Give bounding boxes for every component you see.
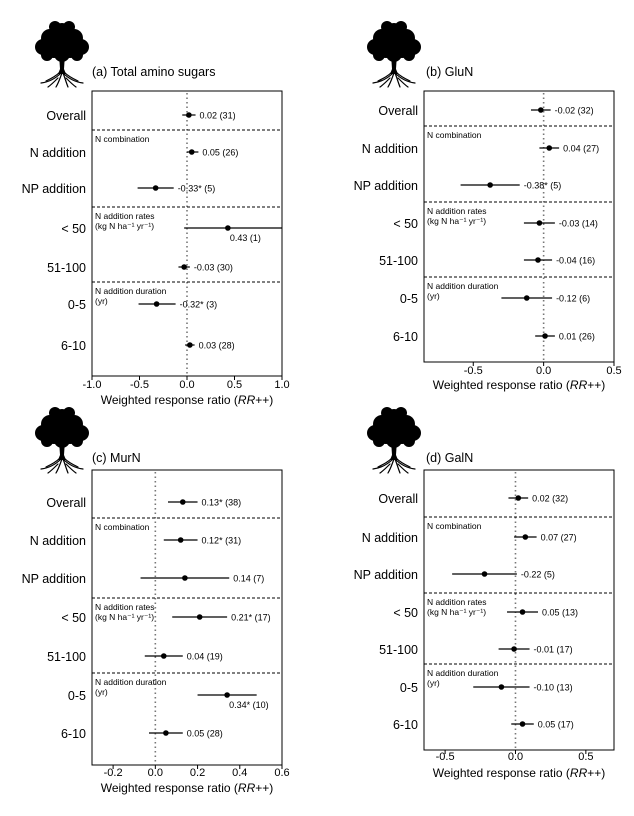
mean-point xyxy=(538,107,544,113)
value-label: 0.04 (19) xyxy=(186,651,223,662)
mean-point xyxy=(224,692,230,698)
tree-icon xyxy=(35,407,89,473)
tree-icon xyxy=(35,21,89,87)
category-label: 0-5 xyxy=(67,689,86,703)
category-label: N addition xyxy=(29,534,86,548)
category-label: N addition xyxy=(29,146,86,160)
panel-title: (d) GalN xyxy=(426,451,474,465)
group-title: N addition rates xyxy=(427,597,487,607)
mean-point xyxy=(161,653,167,659)
value-label: 0.03 (28) xyxy=(198,340,235,351)
mean-point xyxy=(482,571,488,577)
group-unit: (kg N ha⁻¹ yr⁻¹) xyxy=(95,612,155,622)
x-axis-label-italic: RR xyxy=(569,766,588,780)
panel-title: (a) Total amino sugars xyxy=(92,65,216,79)
mean-point xyxy=(189,149,195,155)
x-axis-label-tail: ++) xyxy=(587,766,606,780)
x-axis-label-text: Weighted response ratio ( xyxy=(432,766,570,780)
category-label: Overall xyxy=(378,492,418,506)
x-axis-label xyxy=(101,781,274,795)
category-label: 6-10 xyxy=(392,330,418,344)
category-label: NP addition xyxy=(21,182,86,196)
value-label: -0.38* (5) xyxy=(523,180,562,191)
group-title: N addition rates xyxy=(95,211,155,221)
category-label: < 50 xyxy=(61,222,86,236)
value-label: -0.01 (17) xyxy=(533,644,573,655)
mean-point xyxy=(520,721,526,727)
value-label: 0.21* (17) xyxy=(231,612,271,623)
category-label: NP addition xyxy=(353,568,418,582)
mean-point xyxy=(537,220,543,226)
mean-point xyxy=(546,145,552,151)
value-label: -0.10 (13) xyxy=(533,682,573,693)
group-title: N addition duration xyxy=(95,286,167,296)
category-label: 51-100 xyxy=(379,643,418,657)
x-axis-label xyxy=(433,766,606,780)
group-title: N addition duration xyxy=(427,281,499,291)
x-tick-label: 0.2 xyxy=(189,767,206,779)
value-label: -0.03 (14) xyxy=(558,218,598,229)
category-label: 6-10 xyxy=(60,339,86,353)
x-axis-label-tail: ++) xyxy=(587,378,606,392)
category-label: 6-10 xyxy=(392,718,418,732)
value-label: -0.12 (6) xyxy=(556,293,591,304)
panel-4 xyxy=(354,407,614,780)
x-axis-label xyxy=(101,393,274,407)
value-label: 0.04 (27) xyxy=(563,143,600,154)
panel-title: (c) MurN xyxy=(92,451,141,465)
group-title: N addition duration xyxy=(427,668,499,678)
x-tick-label: -0.5 xyxy=(463,365,483,377)
value-label: 0.05 (13) xyxy=(542,607,579,618)
x-axis-label xyxy=(433,378,606,392)
value-label: -0.02 (32) xyxy=(554,105,594,116)
tree-icon xyxy=(367,407,421,473)
mean-point xyxy=(182,575,188,581)
group-unit: (kg N ha⁻¹ yr⁻¹) xyxy=(427,607,487,617)
x-axis-label-italic: RR xyxy=(237,393,256,407)
group-title: N combination xyxy=(427,130,482,140)
mean-point xyxy=(180,499,186,505)
category-label: NP addition xyxy=(21,572,86,586)
category-label: < 50 xyxy=(61,611,86,625)
value-label: -0.04 (16) xyxy=(556,255,596,266)
group-unit: (yr) xyxy=(427,291,440,301)
panel-title: (b) GluN xyxy=(426,65,474,79)
value-label: 0.02 (32) xyxy=(532,493,569,504)
x-tick-label: -0.2 xyxy=(103,767,123,779)
value-label: -0.22 (5) xyxy=(520,569,555,580)
x-tick-label: 0.5 xyxy=(226,379,243,391)
value-label: 0.07 (27) xyxy=(540,532,577,543)
value-label: 0.14 (7) xyxy=(233,573,265,584)
value-label: 0.13* (38) xyxy=(201,497,242,508)
value-label: 0.05 (26) xyxy=(202,147,239,158)
value-label: 0.43 (1) xyxy=(229,233,261,243)
mean-point xyxy=(535,257,541,263)
mean-point xyxy=(515,495,521,501)
x-tick-label: 0.5 xyxy=(606,365,622,377)
mean-point xyxy=(186,112,192,118)
x-axis-label-italic: RR xyxy=(237,781,256,795)
category-label: 0-5 xyxy=(399,292,418,306)
group-unit: (kg N ha⁻¹ yr⁻¹) xyxy=(95,221,155,231)
category-label: 0-5 xyxy=(67,298,86,312)
group-unit: (yr) xyxy=(95,296,108,306)
x-axis-label-italic: RR xyxy=(569,378,588,392)
mean-point xyxy=(520,609,526,615)
category-label: 6-10 xyxy=(60,727,86,741)
category-label: N addition xyxy=(361,142,418,156)
mean-point xyxy=(163,730,169,736)
category-label: 51-100 xyxy=(47,650,86,664)
mean-point xyxy=(153,185,159,191)
value-label: -0.03 (30) xyxy=(193,262,233,273)
mean-point xyxy=(511,646,517,652)
mean-point xyxy=(187,342,193,348)
value-label: 0.01 (26) xyxy=(558,331,595,342)
panel-2 xyxy=(354,21,622,392)
x-axis-label-text: Weighted response ratio ( xyxy=(100,393,238,407)
group-unit: (kg N ha⁻¹ yr⁻¹) xyxy=(427,216,487,226)
x-tick-label: 0.0 xyxy=(535,365,552,377)
category-label: N addition xyxy=(361,531,418,545)
mean-point xyxy=(524,295,530,301)
panel-1 xyxy=(22,21,290,407)
x-tick-label: -1.0 xyxy=(82,379,102,391)
category-label: 0-5 xyxy=(399,681,418,695)
x-tick-label: 1.0 xyxy=(274,379,290,391)
category-label: < 50 xyxy=(393,217,418,231)
mean-point xyxy=(523,534,529,540)
x-tick-label: 0.0 xyxy=(179,379,195,391)
category-label: 51-100 xyxy=(379,254,418,268)
category-label: Overall xyxy=(46,496,86,510)
panel-3 xyxy=(22,407,290,795)
group-title: N addition rates xyxy=(427,206,487,216)
x-tick-label: 0.5 xyxy=(578,751,594,763)
mean-point xyxy=(499,684,505,690)
tree-icon xyxy=(367,21,421,87)
group-title: N combination xyxy=(427,521,482,531)
group-title: N combination xyxy=(95,522,150,532)
group-title: N addition duration xyxy=(95,677,167,687)
x-tick-label: -0.5 xyxy=(435,751,455,763)
x-axis-label-text: Weighted response ratio ( xyxy=(100,781,238,795)
x-tick-label: 0.0 xyxy=(507,751,524,763)
mean-point xyxy=(154,301,160,307)
group-title: N combination xyxy=(95,134,150,144)
value-label: -0.32* (3) xyxy=(179,299,218,310)
value-label: 0.12* (31) xyxy=(201,535,242,546)
category-label: Overall xyxy=(46,109,86,123)
mean-point xyxy=(225,225,231,231)
x-tick-label: 0.0 xyxy=(147,767,163,779)
x-tick-label: -0.5 xyxy=(130,379,149,391)
value-label: 0.02 (31) xyxy=(199,110,236,121)
mean-point xyxy=(487,182,493,188)
group-unit: (yr) xyxy=(95,687,108,697)
x-tick-label: 0.4 xyxy=(232,767,248,779)
mean-point xyxy=(542,333,548,339)
group-title: N addition rates xyxy=(95,602,155,612)
value-label: 0.05 (17) xyxy=(537,719,574,730)
value-label: 0.05 (28) xyxy=(186,728,223,739)
x-axis-label-text: Weighted response ratio ( xyxy=(432,378,570,392)
category-label: 51-100 xyxy=(47,261,86,275)
category-label: Overall xyxy=(378,104,418,118)
category-label: NP addition xyxy=(353,179,418,193)
mean-point xyxy=(197,614,203,620)
x-axis-label-tail: ++) xyxy=(255,781,274,795)
x-axis-label-tail: ++) xyxy=(255,393,274,407)
category-label: < 50 xyxy=(393,606,418,620)
group-unit: (yr) xyxy=(427,678,440,688)
value-label: -0.33* (5) xyxy=(177,183,216,194)
value-label: 0.34* (10) xyxy=(229,700,269,710)
x-tick-label: 0.6 xyxy=(274,767,290,779)
mean-point xyxy=(181,264,187,270)
mean-point xyxy=(178,537,184,543)
